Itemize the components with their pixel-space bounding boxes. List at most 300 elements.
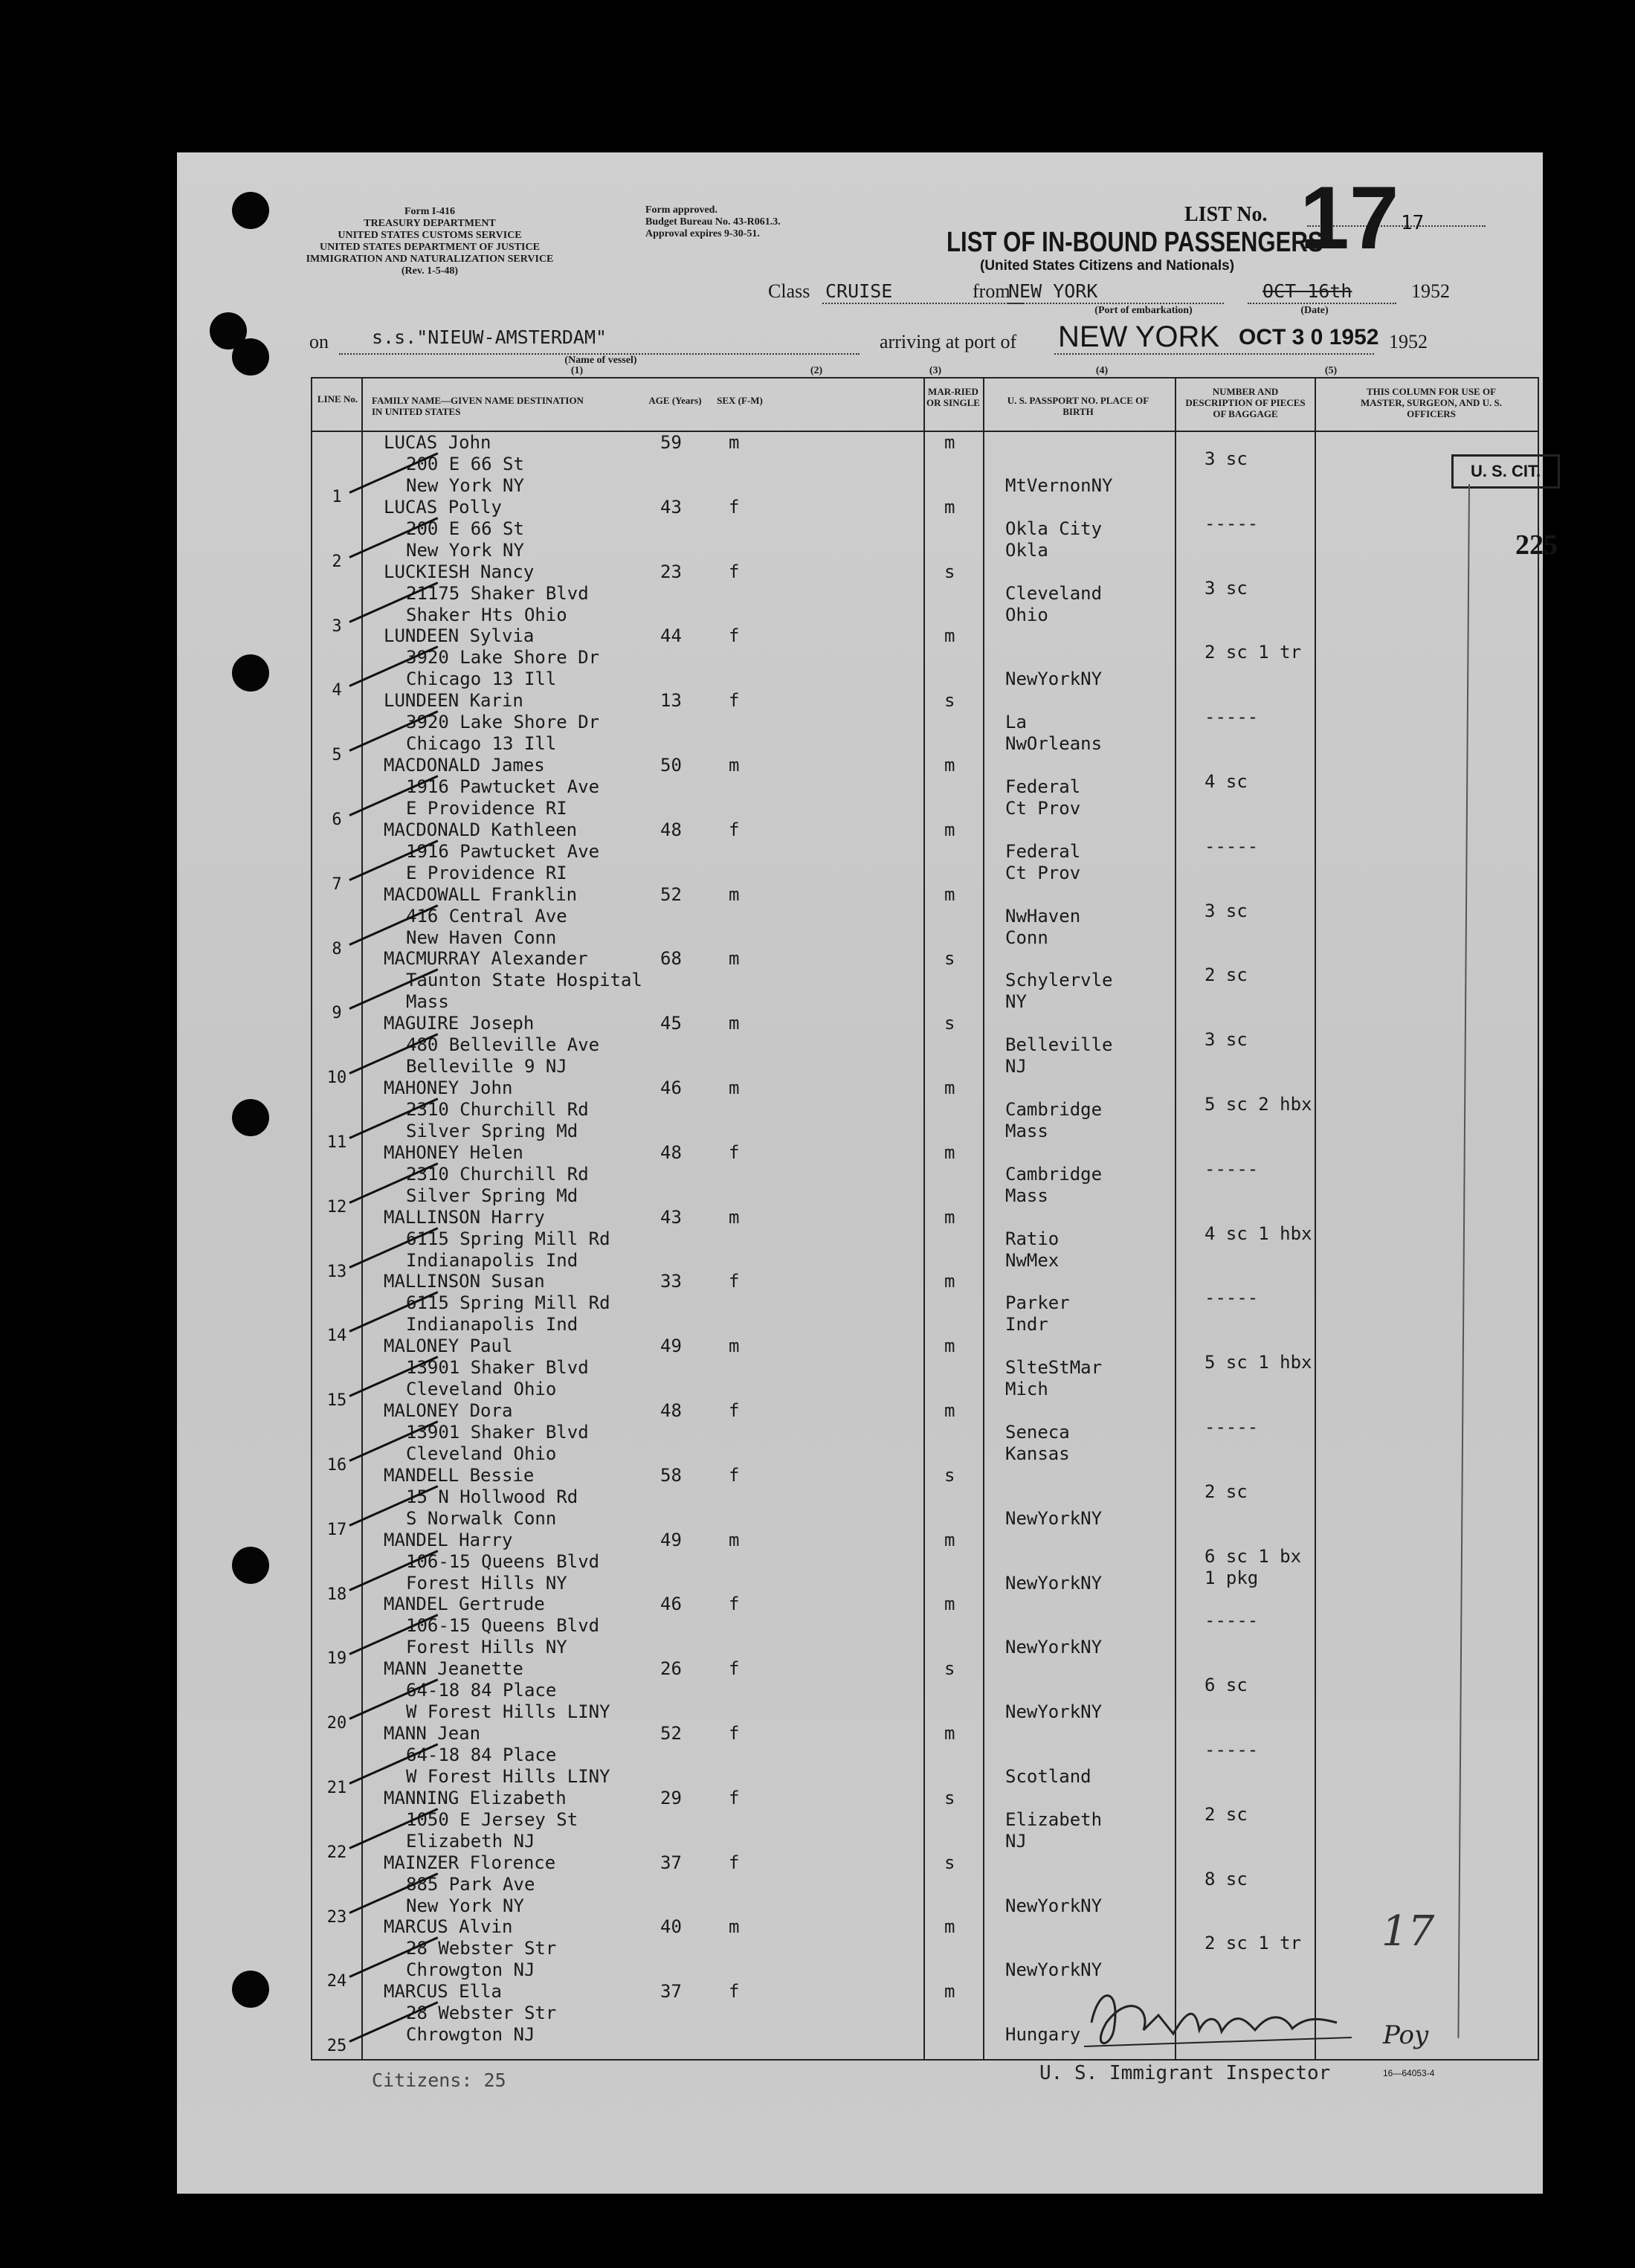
marital-status: m — [944, 1981, 955, 2003]
col-number-1: (1) — [570, 365, 584, 376]
marital-status: m — [944, 1723, 955, 1744]
passenger-age: 13 — [660, 690, 682, 712]
form-number: Form I-416 — [404, 206, 456, 217]
passenger-sex: m — [729, 432, 740, 453]
address-line-2: New Haven Conn — [406, 927, 557, 948]
line-number: 21 — [326, 1779, 347, 1797]
birthplace-line-2: NwMex — [1005, 1249, 1060, 1271]
birthplace-line-2: Ct Prov — [1005, 862, 1081, 883]
passenger-age: 26 — [660, 1658, 682, 1680]
passenger-sex: f — [729, 1981, 740, 2003]
baggage: 3 sc — [1205, 900, 1248, 921]
marital-status: m — [944, 1916, 955, 1938]
passenger-name: LUCKIESH Nancy — [384, 561, 535, 582]
marital-status: s — [944, 1013, 955, 1034]
passenger-age: 50 — [660, 755, 682, 776]
birthplace-line-1: La — [1005, 712, 1027, 733]
marital-status: s — [944, 690, 955, 712]
passenger-name: MAINZER Florence — [384, 1852, 556, 1873]
passenger-sex: f — [729, 496, 740, 518]
birthplace-line-1: Schylervle — [1005, 970, 1113, 991]
form-approved: Form approved. — [645, 204, 717, 216]
table-row — [312, 1787, 1538, 1862]
birthplace-line-2: NwOrleans — [1005, 733, 1103, 755]
form-agency-block — [303, 206, 556, 277]
address-line-1: 21175 Shaker Blvd — [406, 582, 589, 604]
passenger-age: 49 — [660, 1529, 682, 1550]
address-line-2: New York NY — [406, 1895, 524, 1916]
inspector-signature — [1069, 1978, 1389, 2060]
citizens-count: Citizens: 25 — [372, 2069, 506, 2091]
baggage: ----- — [1205, 1287, 1259, 1309]
address-line-2: Chicago 13 Ill — [406, 669, 557, 690]
passenger-age: 45 — [660, 1013, 682, 1034]
address-line-2: E Providence RI — [406, 862, 567, 883]
birthplace-line-1: Cambridge — [1005, 1099, 1103, 1120]
marital-status: m — [944, 1400, 955, 1421]
table-row — [312, 1658, 1538, 1733]
birthplace-line-2: Scotland — [1005, 1766, 1091, 1787]
address-line-1: 28 Webster Str — [406, 2003, 557, 2024]
passenger-sex: f — [729, 690, 740, 712]
address-line-1: 1916 Pawtucket Ave — [406, 776, 600, 797]
address-line-1: 200 E 66 St — [406, 518, 524, 539]
address-line-1: 6115 Spring Mill Rd — [406, 1292, 610, 1314]
passenger-age: 46 — [660, 1077, 682, 1098]
address-line-1: 885 Park Ave — [406, 1873, 535, 1895]
table-row — [312, 496, 1538, 571]
baggage: 6 sc — [1205, 1675, 1248, 1696]
birthplace-line-1: SlteStMar — [1005, 1357, 1103, 1379]
birthplace-line-2: NewYorkNY — [1005, 1637, 1103, 1658]
marital-status: m — [944, 1594, 955, 1615]
address-line-2: Belleville 9 NJ — [406, 1056, 567, 1077]
birthplace-line-2: Conn — [1005, 927, 1048, 948]
passenger-age: 43 — [660, 1206, 682, 1228]
line-number: 15 — [326, 1391, 347, 1411]
line-number: 10 — [326, 1069, 347, 1088]
line-number: 1 — [332, 488, 342, 506]
birthplace-line-1: Okla City — [1005, 518, 1103, 539]
passenger-name: MACDOWALL Franklin — [384, 883, 578, 905]
line-number: 23 — [326, 1907, 347, 1927]
passenger-name: MAHONEY Helen — [384, 1141, 523, 1163]
passenger-age: 37 — [660, 1981, 682, 2003]
date-line — [1248, 303, 1396, 304]
passenger-age: 68 — [660, 948, 682, 970]
passenger-sex: f — [729, 1658, 740, 1680]
year-2: 1952 — [1389, 331, 1428, 352]
birthplace-line-2: Mass — [1005, 1121, 1048, 1141]
passenger-table — [311, 377, 1558, 2061]
passenger-name: MANDELL Bessie — [384, 1464, 535, 1486]
treasury-dept: TREASURY DEPARTMENT — [364, 218, 496, 229]
baggage: ----- — [1205, 512, 1259, 534]
address-line-2: Mass — [406, 991, 449, 1013]
table-row — [312, 1271, 1538, 1346]
marital-status: m — [944, 625, 955, 647]
birthplace-line-2: NJ — [1005, 1056, 1027, 1077]
passenger-age: 40 — [660, 1916, 682, 1938]
table-row — [312, 432, 1538, 506]
arrival-stamp: OCT 3 0 1952 — [1239, 325, 1379, 349]
address-line-1: 13901 Shaker Blvd — [406, 1357, 589, 1379]
list-label: LIST No. — [1184, 203, 1268, 226]
passenger-name: MANNING Elizabeth — [384, 1787, 567, 1808]
marital-status: s — [944, 1852, 955, 1873]
ins-service: IMMIGRATION AND NATURALIZATION SERVICE — [306, 254, 554, 265]
marital-status: m — [944, 1271, 955, 1292]
address-line-1: 13901 Shaker Blvd — [406, 1422, 589, 1443]
address-line-1: 480 Belleville Ave — [406, 1034, 600, 1056]
col-header-passport: U. S. PASSPORT NO. PLACE OF BIRTH — [1007, 395, 1149, 417]
passenger-name: MALLINSON Harry — [384, 1206, 545, 1228]
address-line-2: Indianapolis Ind — [406, 1249, 578, 1271]
line-number: 25 — [326, 2037, 347, 2056]
print-code: 16—64053-4 — [1383, 2068, 1435, 2078]
address-line-2: Chrowgton NJ — [406, 2024, 535, 2046]
birthplace-line-1: Seneca — [1005, 1422, 1070, 1443]
passenger-name: MANDEL Gertrude — [384, 1594, 545, 1615]
birthplace-line-1: Ratio — [1005, 1228, 1060, 1249]
marital-status: s — [944, 561, 955, 582]
passenger-name: MANN Jean — [384, 1723, 481, 1744]
passenger-age: 48 — [660, 819, 682, 840]
budget-bureau: Budget Bureau No. 43-R061.3. — [645, 216, 781, 228]
marital-status: m — [944, 1206, 955, 1228]
col-header-sex: SEX (F-M) — [717, 395, 763, 406]
marital-status: s — [944, 1464, 955, 1486]
baggage: ----- — [1205, 835, 1259, 857]
baggage: 2 sc 1 tr — [1205, 642, 1302, 663]
address-line-1: 28 Webster Str — [406, 1938, 557, 1959]
inspector-label: U. S. Immigrant Inspector — [1039, 2062, 1331, 2084]
address-line-2: Silver Spring Md — [406, 1185, 578, 1206]
birthplace-line-1: Federal — [1005, 840, 1081, 862]
col-header-line: LINE No. — [317, 393, 358, 405]
port-embark-caption: (Port of embarkation) — [1094, 305, 1193, 316]
line-number: 11 — [326, 1133, 347, 1152]
address-line-2: Cleveland Ohio — [406, 1379, 557, 1400]
marital-status: m — [944, 1336, 955, 1357]
passenger-name: LUCAS Polly — [384, 496, 502, 518]
line-number: 17 — [326, 1520, 347, 1539]
baggage: ----- — [1205, 1417, 1259, 1437]
punch-hole — [232, 1971, 269, 2008]
passenger-name: MANDEL Harry — [384, 1529, 513, 1550]
address-line-2: W Forest Hills LINY — [406, 1701, 610, 1723]
line-number: 19 — [326, 1649, 347, 1669]
passenger-name: LUCAS John — [384, 432, 491, 453]
line-number: 5 — [332, 746, 342, 765]
birthplace-line-2: Mich — [1005, 1379, 1048, 1400]
departure-date: OCT 16th — [1262, 280, 1352, 302]
passenger-age: 52 — [660, 883, 682, 905]
baggage: 2 sc — [1205, 964, 1248, 986]
baggage: 5 sc 2 hbx — [1205, 1094, 1312, 1115]
passenger-sex: f — [729, 1852, 740, 1873]
on-label: on — [309, 331, 329, 352]
line-number: 16 — [326, 1456, 347, 1475]
table-row — [312, 1723, 1538, 1797]
passenger-age: 48 — [660, 1141, 682, 1163]
baggage: ----- — [1205, 706, 1259, 728]
line-number: 20 — [326, 1714, 347, 1733]
passenger-name: MACDONALD Kathleen — [384, 819, 578, 840]
passenger-name: MALONEY Dora — [384, 1400, 513, 1421]
passenger-sex: f — [729, 625, 740, 647]
table-row — [312, 625, 1538, 700]
punch-hole — [232, 1547, 269, 1584]
birthplace-line-2: Mass — [1005, 1185, 1048, 1206]
passenger-sex: f — [729, 1141, 740, 1163]
line-number: 12 — [326, 1197, 347, 1217]
passenger-name: MALLINSON Susan — [384, 1271, 545, 1292]
passenger-sex: m — [729, 948, 740, 970]
table-row — [312, 1464, 1538, 1539]
passenger-sex: m — [729, 755, 740, 776]
passenger-name: MAHONEY John — [384, 1077, 513, 1098]
baggage: 5 sc 1 hbx — [1205, 1352, 1312, 1373]
arriving-label: arriving at port of — [880, 331, 1017, 352]
birthplace-line-2: Hungary — [1005, 2024, 1081, 2046]
table-row — [312, 1206, 1538, 1281]
address-line-1: 6115 Spring Mill Rd — [406, 1228, 610, 1249]
baggage: 8 sc — [1205, 1868, 1248, 1890]
passenger-name: MACMURRAY Alexander — [384, 948, 588, 970]
passenger-name: MAGUIRE Joseph — [384, 1013, 535, 1034]
address-line-1: 1916 Pawtucket Ave — [406, 840, 600, 862]
birthplace-line-1: NwHaven — [1005, 905, 1081, 927]
line-number: 14 — [326, 1327, 347, 1346]
address-line-1: 416 Central Ave — [406, 905, 567, 927]
address-line-2: New York NY — [406, 475, 524, 496]
line-number: 7 — [332, 874, 342, 894]
table-row — [312, 948, 1538, 1023]
line-number: 24 — [326, 1972, 347, 1991]
marital-status: s — [944, 1658, 955, 1680]
passenger-name: MARCUS Ella — [384, 1981, 502, 2003]
marital-status: m — [944, 819, 955, 840]
year-1: 1952 — [1411, 280, 1450, 302]
vessel-name: s.s."NIEUW-AMSTERDAM" — [372, 326, 607, 348]
baggage: 3 sc — [1205, 1029, 1248, 1051]
passenger-age: 29 — [660, 1787, 682, 1808]
passenger-name: LUNDEEN Karin — [384, 690, 523, 712]
passenger-age: 46 — [660, 1594, 682, 1615]
line-number: 22 — [326, 1843, 347, 1862]
address-line-2: Chicago 13 Ill — [406, 733, 557, 755]
margin-note-2: Poy — [1383, 2020, 1429, 2050]
marital-status: m — [944, 1141, 955, 1163]
birthplace-line-2: Ohio — [1005, 604, 1048, 625]
address-line-2: Elizabeth NJ — [406, 1830, 535, 1852]
birthplace-line-2: MtVernonNY — [1005, 475, 1113, 496]
birthplace-line-1: Cambridge — [1005, 1163, 1103, 1185]
line-number: 6 — [332, 811, 342, 829]
address-line-2: Chrowgton NJ — [406, 1959, 535, 1981]
passenger-age: 33 — [660, 1271, 682, 1292]
baggage: 3 sc — [1205, 448, 1248, 469]
line-number: 13 — [326, 1262, 347, 1281]
line-number: 2 — [332, 552, 342, 571]
address-line-1: 2310 Churchill Rd — [406, 1163, 589, 1185]
address-line-1: 15 N Hollwood Rd — [406, 1486, 578, 1507]
table-row — [312, 755, 1538, 829]
punch-hole — [232, 338, 269, 376]
passenger-name: LUNDEEN Sylvia — [384, 625, 535, 647]
arrival-port: NEW YORK — [1058, 320, 1220, 353]
arrival-line — [1054, 353, 1374, 355]
baggage: ----- — [1205, 1739, 1259, 1760]
birthplace-line-1: Federal — [1005, 776, 1081, 797]
baggage: 3 sc — [1205, 577, 1248, 599]
line-number: 3 — [332, 616, 342, 636]
address-line-1: 1050 E Jersey St — [406, 1808, 578, 1830]
passenger-age: 48 — [660, 1400, 682, 1421]
address-line-2: Silver Spring Md — [406, 1121, 578, 1141]
birthplace-line-1: Parker — [1005, 1292, 1070, 1314]
col-header-officers: THIS COLUMN FOR USE OF MASTER, SURGEON, AND U. S. OFFICERS — [1361, 386, 1502, 419]
passenger-age: 23 — [660, 561, 682, 582]
passenger-age: 44 — [660, 625, 682, 647]
passenger-age: 49 — [660, 1336, 682, 1357]
passenger-sex: f — [729, 1594, 740, 1615]
address-line-1: 200 E 66 St — [406, 454, 524, 474]
table-row — [312, 1916, 1538, 1991]
passenger-sex: m — [729, 1013, 740, 1034]
approval-expires: Approval expires 9-30-51. — [645, 228, 760, 239]
birthplace-line-2: NewYorkNY — [1005, 1895, 1103, 1916]
passenger-sex: m — [729, 1336, 740, 1357]
birthplace-line-2: Indr — [1005, 1314, 1048, 1336]
col-header-age: AGE (Years) — [648, 395, 702, 406]
address-line-1: 64-18 84 Place — [406, 1680, 557, 1701]
manifest-subtitle: (United States Citizens and Nationals) — [980, 258, 1235, 274]
birthplace-line-1: Cleveland — [1005, 582, 1103, 604]
form-approval-block — [645, 204, 809, 240]
baggage: 2 sc 1 tr — [1205, 1933, 1302, 1954]
from-label: from — [973, 280, 1010, 302]
punch-hole — [232, 1099, 269, 1136]
passenger-name: MARCUS Alvin — [384, 1916, 513, 1938]
marital-status: m — [944, 1077, 955, 1098]
line-number: 18 — [326, 1585, 347, 1604]
passenger-age: 59 — [660, 432, 682, 453]
punch-hole — [232, 192, 269, 229]
address-line-2: Forest Hills NY — [406, 1637, 567, 1658]
address-line-1: 64-18 84 Place — [406, 1745, 557, 1765]
margin-note: 17 — [1381, 1907, 1435, 1956]
passenger-sex: f — [729, 1271, 740, 1292]
class-label: Class — [768, 280, 810, 302]
address-line-2: E Providence RI — [406, 798, 567, 819]
address-line-2: Shaker Hts Ohio — [406, 604, 567, 625]
address-line-2: Indianapolis Ind — [406, 1314, 578, 1336]
passenger-sex: m — [729, 883, 740, 905]
birthplace-line-2: NJ — [1005, 1830, 1027, 1852]
passenger-sex: f — [729, 1464, 740, 1486]
manifest-title: LIST OF IN-BOUND PASSENGERS — [947, 227, 1323, 258]
class-value: CRUISE — [825, 280, 893, 302]
list-number-small: 17 — [1401, 212, 1425, 234]
col-header-baggage: NUMBER AND DESCRIPTION OF PIECES OF BAGGAGE — [1185, 386, 1306, 419]
col-number-4: (4) — [1095, 365, 1109, 376]
birthplace-line-1: Elizabeth — [1005, 1808, 1103, 1830]
baggage: 2 sc — [1205, 1803, 1248, 1825]
passenger-sex: f — [729, 1723, 740, 1744]
passenger-name: MALONEY Paul — [384, 1336, 513, 1357]
birthplace-line-2: NewYorkNY — [1005, 1701, 1103, 1723]
from-line — [1008, 303, 1224, 304]
line-number: 9 — [332, 1004, 342, 1023]
line-number: 8 — [332, 939, 342, 959]
class-line — [822, 303, 1023, 304]
passenger-sex: f — [729, 561, 740, 582]
passenger-sex: m — [729, 1077, 740, 1098]
birthplace-line-2: NewYorkNY — [1005, 1959, 1103, 1981]
marital-status: s — [944, 1787, 955, 1808]
passenger-sex: m — [729, 1206, 740, 1228]
baggage: ----- — [1205, 1158, 1259, 1179]
passenger-age: 58 — [660, 1464, 682, 1486]
baggage-line-2: 1 pkg — [1205, 1567, 1259, 1588]
line-number: 4 — [332, 681, 342, 700]
address-line-1: 106-15 Queens Blvd — [406, 1615, 600, 1637]
col-number-5: (5) — [1324, 365, 1338, 376]
birthplace-line-2: NewYorkNY — [1005, 1507, 1103, 1529]
vessel-caption: (Name of vessel) — [564, 355, 637, 366]
us-cit-stamp: U. S. CIT. — [1451, 454, 1560, 489]
address-line-1: 3920 Lake Shore Dr — [406, 712, 600, 733]
passenger-name: MANN Jeanette — [384, 1658, 523, 1680]
col-header-name: FAMILY NAME—GIVEN NAME DESTINATION IN UNITED STATES — [372, 395, 584, 417]
birthplace-line-2: Ct Prov — [1005, 798, 1081, 819]
marital-status: s — [944, 948, 955, 970]
baggage: 4 sc 1 hbx — [1205, 1222, 1312, 1244]
address-line-1: Taunton State Hospital — [406, 970, 642, 991]
address-line-1: 3920 Lake Shore Dr — [406, 647, 600, 669]
from-value: NEW YORK — [1008, 280, 1098, 302]
passenger-sex: m — [729, 1916, 740, 1938]
baggage: 2 sc — [1205, 1481, 1248, 1502]
birthplace-line-2: Okla — [1005, 539, 1048, 561]
baggage: ----- — [1205, 1610, 1259, 1631]
birthplace-line-2: NewYorkNY — [1005, 669, 1103, 690]
justice-dept: UNITED STATES DEPARTMENT OF JUSTICE — [320, 242, 540, 253]
address-line-2: New York NY — [406, 539, 524, 561]
passenger-age: 43 — [660, 496, 682, 518]
marital-status: m — [944, 432, 955, 453]
birthplace-line-2: NewYorkNY — [1005, 1572, 1103, 1594]
punch-hole — [232, 654, 269, 692]
form-revision: (Rev. 1-5-48) — [401, 265, 459, 277]
birthplace-line-1: Belleville — [1005, 1034, 1113, 1056]
annotation-225: 225 — [1515, 529, 1558, 561]
marital-status: m — [944, 883, 955, 905]
passenger-name: MACDONALD James — [384, 755, 545, 776]
manifest-sheet — [177, 152, 1558, 2194]
passenger-sex: f — [729, 819, 740, 840]
marital-status: m — [944, 755, 955, 776]
baggage: 4 sc — [1205, 771, 1248, 792]
passenger-age: 37 — [660, 1852, 682, 1873]
passenger-sex: f — [729, 1787, 740, 1808]
marital-status: m — [944, 1529, 955, 1550]
table-row — [312, 690, 1538, 765]
birthplace-line-2: NY — [1005, 991, 1027, 1013]
marital-status: m — [944, 496, 955, 518]
